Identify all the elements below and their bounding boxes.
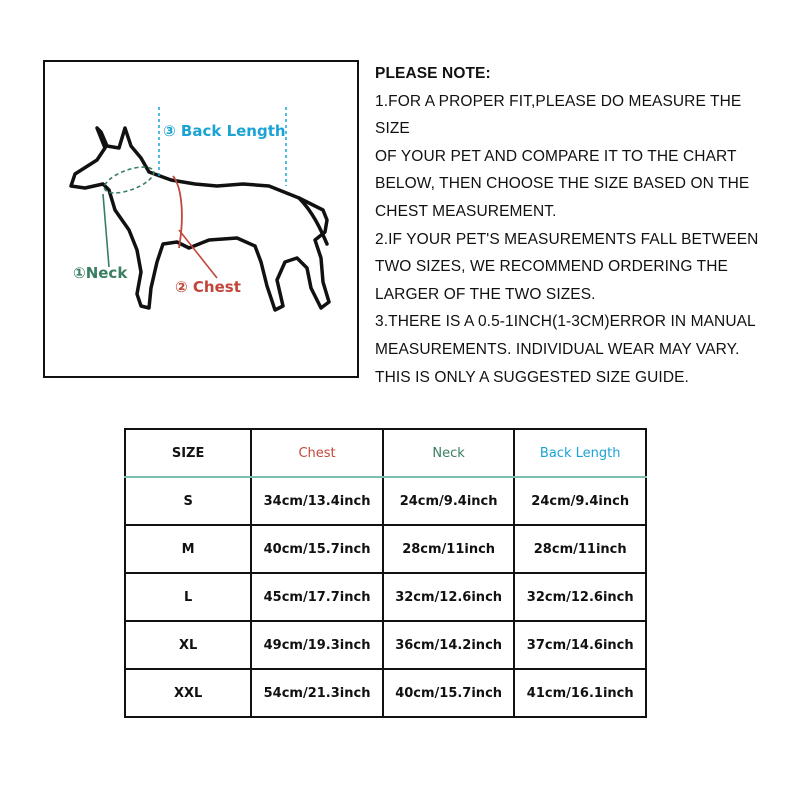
cell-size: L (125, 573, 251, 621)
cell-back-length: 37cm/14.6inch (514, 621, 646, 669)
cell-size: XXL (125, 669, 251, 717)
cell-neck: 24cm/9.4inch (383, 477, 515, 525)
cell-back-length: 32cm/12.6inch (514, 573, 646, 621)
cell-back-length: 41cm/16.1inch (514, 669, 646, 717)
cell-back-length: 24cm/9.4inch (514, 477, 646, 525)
note-line: MEASUREMENTS. INDIVIDUAL WEAR MAY VARY. (375, 340, 740, 358)
cell-neck: 40cm/15.7inch (383, 669, 515, 717)
header-chest: Chest (251, 429, 383, 477)
cell-neck: 32cm/12.6inch (383, 573, 515, 621)
please-note-block (375, 60, 780, 391)
cell-size: M (125, 525, 251, 573)
table-row (125, 669, 646, 717)
cell-neck: 36cm/14.2inch (383, 621, 515, 669)
neck-measure-ring (101, 162, 157, 199)
table-row (125, 477, 646, 525)
cell-size: S (125, 477, 251, 525)
note-line: 1.FOR A PROPER FIT,PLEASE DO MEASURE THE SIZE (375, 92, 742, 138)
table-header-row (125, 429, 646, 477)
cell-chest: 34cm/13.4inch (251, 477, 383, 525)
size-chart-table (124, 428, 647, 718)
back-length-label: ③ Back Length (163, 122, 286, 140)
note-line: CHEST MEASUREMENT. (375, 202, 557, 220)
chest-label: ② Chest (175, 278, 241, 296)
header-back-length: Back Length (514, 429, 646, 477)
note-line: 2.IF YOUR PET'S MEASUREMENTS FALL BETWEEN (375, 230, 759, 248)
note-line: LARGER OF THE TWO SIZES. (375, 285, 596, 303)
table-row (125, 525, 646, 573)
chest-measure-ring (173, 176, 182, 248)
cell-neck: 28cm/11inch (383, 525, 515, 573)
header-neck: Neck (383, 429, 515, 477)
header-size: SIZE (125, 429, 251, 477)
cell-chest: 45cm/17.7inch (251, 573, 383, 621)
cell-chest: 49cm/19.3inch (251, 621, 383, 669)
dog-outline-illustration (45, 62, 357, 376)
cell-size: XL (125, 621, 251, 669)
note-line: 3.THERE IS A 0.5-1INCH(1-3CM)ERROR IN MANUAL (375, 313, 756, 331)
measurement-diagram (43, 60, 359, 378)
cell-back-length: 28cm/11inch (514, 525, 646, 573)
note-line: THIS IS ONLY A SUGGESTED SIZE GUIDE. (375, 368, 689, 386)
neck-pointer-line (103, 194, 109, 267)
table-row (125, 621, 646, 669)
neck-label: ①Neck (73, 264, 128, 282)
cell-chest: 40cm/15.7inch (251, 525, 383, 573)
note-line: BELOW, THEN CHOOSE THE SIZE BASED ON THE (375, 175, 750, 193)
note-title: PLEASE NOTE: (375, 65, 491, 82)
note-line: TWO SIZES, WE RECOMMEND ORDERING THE (375, 258, 728, 276)
chest-pointer-line (179, 230, 217, 278)
table-row (125, 573, 646, 621)
cell-chest: 54cm/21.3inch (251, 669, 383, 717)
note-line: OF YOUR PET AND COMPARE IT TO THE CHART (375, 147, 737, 165)
